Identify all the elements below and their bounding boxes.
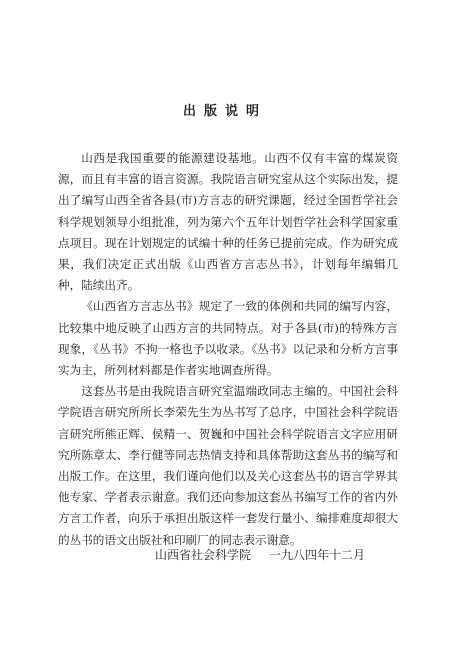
signature-organization: 山西省社会科学院: [155, 548, 252, 562]
paragraph-2: 《山西省方言志丛书》规定了一致的体例和共同的编写内容，比较集中地反映了山西方言的共同特点。对于各县(市)的特殊方言现象，《丛书》不拘一格也予以收录。《丛书》以记录和分析方言事实为主，所列材料都是作者实地调查所得。: [58, 299, 398, 378]
signature: [155, 546, 365, 563]
paragraph-3: 这套丛书是由我院语言研究室温端政同志主编的。中国社会科学院语言研究所所长李荣先生为丛书写了总序，中国社会科学院语言研究所熊正辉、侯精一、贺巍和中国社会科学院语言文字应用研究所陈章太、李行健等同志热情支持和具体帮助这套丛书的编写和出版工作。在这里，我们谨向他们以及关心这套丛书的语言学界其他专家、学者表示谢意。我们还向参加这套丛书编写工作的省内外方言工作者，向乐于承担出版这样一套发行量小、编排难度却很大的丛书的语文出版社和印刷厂的同志表示谢意。: [58, 384, 398, 547]
document-body: [58, 148, 398, 551]
signature-date: 一九八四年十二月: [269, 548, 366, 562]
paragraph-1: 山西是我国重要的能源建设基地。山西不仅有丰富的煤炭资源，而且有丰富的语言资源。我院语言研究室从这个实际出发，提出了编写山西全省各县(市)方言志的研究课题，经过全国哲学社会科学规划领导小组批准，列为第六个五年计划哲学社会科学国家重点项目。现在计划规定的试编十种的任务已提前完成。作为研究成果，我们决定正式出版《山西省方言志丛书》，计划每年编辑几种，陆续出齐。: [58, 151, 398, 293]
document-title: 出版说明: [182, 104, 267, 119]
